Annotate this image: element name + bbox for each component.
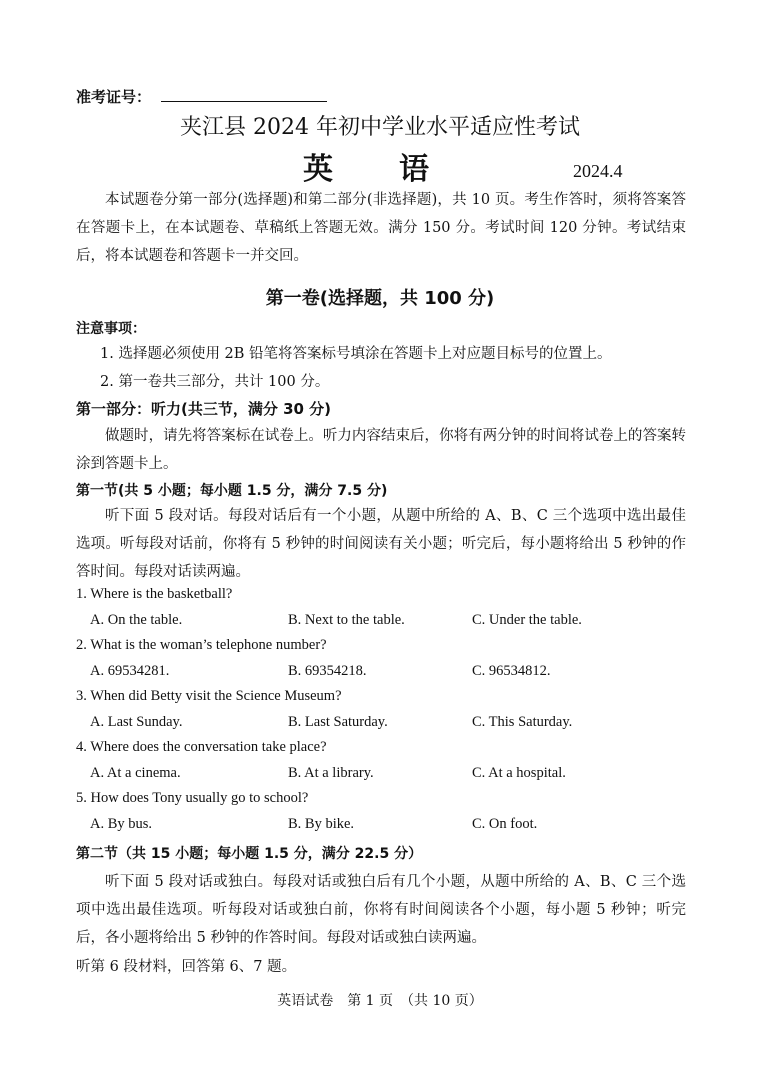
exam-date: 2024.4 (573, 161, 623, 181)
note-item: 1. 选择题必须使用 2B 铅笔将答案标号填涂在答题卡上对应题目标号的位置上。 (100, 346, 612, 362)
part1-heading: 第一部分：听力(共三节，满分 30 分) (76, 400, 332, 418)
option-a: A. By bus. (90, 816, 153, 832)
question-2: 2. What is the woman’s telephone number? (76, 637, 327, 653)
question-4: 4. Where does the conversation take place? (76, 739, 327, 755)
note-item: 2. 第一卷共三部分，共计 100 分。 (100, 374, 330, 390)
option-c: C. This Saturday. (472, 714, 573, 730)
candidate-number-label: 准考证号： (76, 88, 152, 106)
intro-paragraph: 本试题卷分第一部分(选择题)和第二部分(非选择题)，共 10 页。考生作答时，须将答案答在答题卡上，在本试题卷、草稿纸上答题无效。满分 150 分。考试时间 120 分钟。考试结束后，将本试题卷和答题卡一并交回。 (76, 192, 686, 264)
option-a: A. At a cinema. (90, 765, 181, 781)
question-3: 3. When did Betty visit the Science Museum? (76, 688, 342, 704)
option-b: B. 69354218. (288, 663, 367, 679)
option-b: B. Next to the table. (288, 612, 405, 628)
option-c: C. At a hospital. (472, 765, 566, 781)
part1-instructions: 做题时，请先将答案标在试卷上。听力内容结束后，你将有两分钟的时间将试卷上的答案转涂到答题卡上。 (76, 428, 686, 472)
option-a: A. Last Sunday. (90, 714, 183, 730)
option-c: C. On foot. (472, 816, 538, 832)
option-c: C. Under the table. (472, 612, 582, 628)
volume-title: 第一卷(选择题，共 100 分) (265, 288, 495, 309)
section2-heading: 第二节（共 15 小题；每小题 1.5 分，满分 22.5 分） (76, 846, 423, 862)
option-b: B. At a library. (288, 765, 374, 781)
option-c: C. 96534812. (472, 663, 551, 679)
candidate-number-blank (161, 101, 327, 102)
question-5: 5. How does Tony usually go to school? (76, 790, 309, 806)
section2-instructions: 听下面 5 段对话或独白。每段对话或独白后有几个小题，从题中所给的 A、B、C 三个选项中选出最佳选项。听每段对话或独白前，你将有时间阅读各个小题，每小题 5 秒钟；听完后，各小题将给出 5 秒钟的作答时间。每段对话或独白读两遍。 (76, 874, 686, 946)
section1-instructions: 听下面 5 段对话。每段对话后有一个小题，从题中所给的 A、B、C 三个选项中选出最佳选项。听每段对话前，你将有 5 秒钟的时间阅读有关小题；听完后，每小题将给出 5 秒钟的作答时间。每段对话读两遍。 (76, 508, 686, 580)
option-a: A. On the table. (90, 612, 183, 628)
option-b: B. By bike. (288, 816, 355, 832)
exam-title: 夹江县 2024 年初中学业水平适应性考试 (180, 115, 580, 140)
subject-title: 英 语 (303, 152, 431, 187)
material-instruction: 听第 6 段材料，回答第 6、7 题。 (76, 959, 297, 975)
option-a: A. 69534281. (90, 663, 170, 679)
option-b: B. Last Saturday. (288, 714, 388, 730)
page-footer: 英语试卷 第 1 页 （共 10 页） (277, 993, 483, 1009)
question-1: 1. Where is the basketball? (76, 586, 233, 602)
notes-heading: 注意事项： (76, 321, 146, 337)
section1-heading: 第一节(共 5 小题；每小题 1.5 分，满分 7.5 分) (76, 483, 388, 499)
